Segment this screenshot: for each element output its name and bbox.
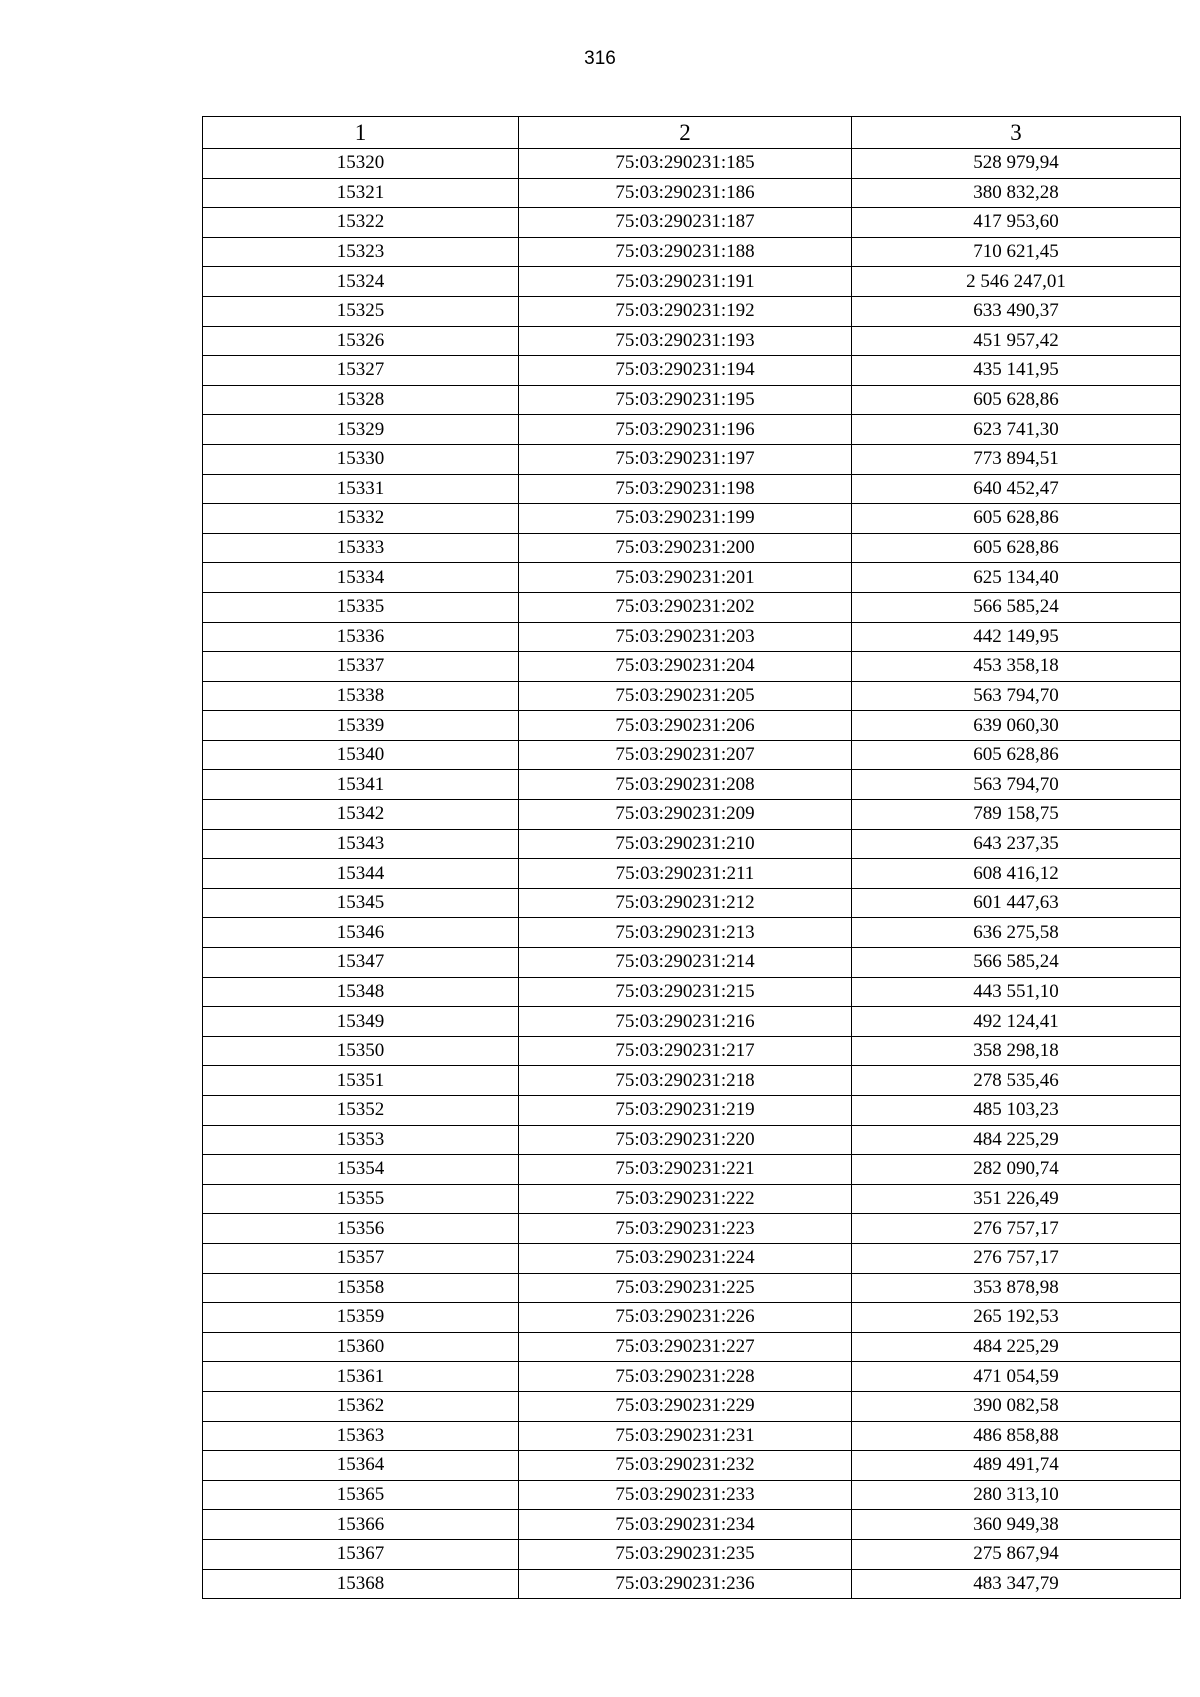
header-row xyxy=(203,117,1181,149)
value-cell: 278 535,46 xyxy=(852,1066,1181,1096)
table-row xyxy=(203,1391,1181,1421)
cadastral-number-cell: 75:03:290231:221 xyxy=(519,1155,852,1185)
row-number-cell: 15339 xyxy=(203,711,519,741)
row-number-cell: 15330 xyxy=(203,444,519,474)
row-number-cell: 15365 xyxy=(203,1480,519,1510)
table-row xyxy=(203,977,1181,1007)
cadastral-number-cell: 75:03:290231:216 xyxy=(519,1007,852,1037)
value-cell: 471 054,59 xyxy=(852,1362,1181,1392)
table-row xyxy=(203,178,1181,208)
table-row xyxy=(203,652,1181,682)
row-number-cell: 15352 xyxy=(203,1096,519,1126)
column-header-2: 2 xyxy=(519,117,852,149)
value-cell: 710 621,45 xyxy=(852,237,1181,267)
cadastral-number-cell: 75:03:290231:186 xyxy=(519,178,852,208)
column-header-3: 3 xyxy=(852,117,1181,149)
row-number-cell: 15362 xyxy=(203,1391,519,1421)
cadastral-number-cell: 75:03:290231:231 xyxy=(519,1421,852,1451)
table-row xyxy=(203,1332,1181,1362)
cadastral-number-cell: 75:03:290231:222 xyxy=(519,1184,852,1214)
row-number-cell: 15341 xyxy=(203,770,519,800)
row-number-cell: 15331 xyxy=(203,474,519,504)
row-number-cell: 15353 xyxy=(203,1125,519,1155)
value-cell: 353 878,98 xyxy=(852,1273,1181,1303)
cadastral-number-cell: 75:03:290231:227 xyxy=(519,1332,852,1362)
table-row xyxy=(203,681,1181,711)
table-row xyxy=(203,1480,1181,1510)
row-number-cell: 15323 xyxy=(203,237,519,267)
value-cell: 484 225,29 xyxy=(852,1332,1181,1362)
value-cell: 443 551,10 xyxy=(852,977,1181,1007)
row-number-cell: 15346 xyxy=(203,918,519,948)
table-row xyxy=(203,1421,1181,1451)
table-row xyxy=(203,1273,1181,1303)
value-cell: 608 416,12 xyxy=(852,859,1181,889)
row-number-cell: 15338 xyxy=(203,681,519,711)
table-row xyxy=(203,622,1181,652)
cadastral-number-cell: 75:03:290231:211 xyxy=(519,859,852,889)
table-row xyxy=(203,1007,1181,1037)
table-row xyxy=(203,1066,1181,1096)
value-cell: 563 794,70 xyxy=(852,681,1181,711)
row-number-cell: 15351 xyxy=(203,1066,519,1096)
table-row xyxy=(203,1036,1181,1066)
table-row xyxy=(203,237,1181,267)
value-cell: 276 757,17 xyxy=(852,1243,1181,1273)
row-number-cell: 15332 xyxy=(203,504,519,534)
data-table xyxy=(202,116,1181,1599)
row-number-cell: 15345 xyxy=(203,888,519,918)
value-cell: 605 628,86 xyxy=(852,533,1181,563)
value-cell: 643 237,35 xyxy=(852,829,1181,859)
table-row xyxy=(203,444,1181,474)
row-number-cell: 15324 xyxy=(203,267,519,297)
value-cell: 275 867,94 xyxy=(852,1539,1181,1569)
row-number-cell: 15349 xyxy=(203,1007,519,1037)
cadastral-number-cell: 75:03:290231:219 xyxy=(519,1096,852,1126)
value-cell: 453 358,18 xyxy=(852,652,1181,682)
row-number-cell: 15360 xyxy=(203,1332,519,1362)
cadastral-number-cell: 75:03:290231:199 xyxy=(519,504,852,534)
table-row xyxy=(203,918,1181,948)
value-cell: 358 298,18 xyxy=(852,1036,1181,1066)
cadastral-number-cell: 75:03:290231:194 xyxy=(519,356,852,386)
value-cell: 605 628,86 xyxy=(852,740,1181,770)
cadastral-number-cell: 75:03:290231:202 xyxy=(519,592,852,622)
table-row xyxy=(203,563,1181,593)
value-cell: 380 832,28 xyxy=(852,178,1181,208)
value-cell: 360 949,38 xyxy=(852,1510,1181,1540)
cadastral-number-cell: 75:03:290231:188 xyxy=(519,237,852,267)
value-cell: 486 858,88 xyxy=(852,1421,1181,1451)
table-row xyxy=(203,800,1181,830)
row-number-cell: 15333 xyxy=(203,533,519,563)
cadastral-number-cell: 75:03:290231:213 xyxy=(519,918,852,948)
value-cell: 623 741,30 xyxy=(852,415,1181,445)
value-cell: 485 103,23 xyxy=(852,1096,1181,1126)
row-number-cell: 15321 xyxy=(203,178,519,208)
table-row xyxy=(203,208,1181,238)
value-cell: 265 192,53 xyxy=(852,1303,1181,1333)
value-cell: 773 894,51 xyxy=(852,444,1181,474)
value-cell: 563 794,70 xyxy=(852,770,1181,800)
cadastral-number-cell: 75:03:290231:232 xyxy=(519,1451,852,1481)
value-cell: 483 347,79 xyxy=(852,1569,1181,1599)
cadastral-number-cell: 75:03:290231:235 xyxy=(519,1539,852,1569)
value-cell: 605 628,86 xyxy=(852,504,1181,534)
table-row xyxy=(203,385,1181,415)
value-cell: 417 953,60 xyxy=(852,208,1181,238)
table-row xyxy=(203,474,1181,504)
value-cell: 633 490,37 xyxy=(852,296,1181,326)
row-number-cell: 15340 xyxy=(203,740,519,770)
cadastral-number-cell: 75:03:290231:207 xyxy=(519,740,852,770)
cadastral-number-cell: 75:03:290231:229 xyxy=(519,1391,852,1421)
value-cell: 789 158,75 xyxy=(852,800,1181,830)
table-row xyxy=(203,829,1181,859)
cadastral-number-cell: 75:03:290231:220 xyxy=(519,1125,852,1155)
table-row xyxy=(203,1096,1181,1126)
table-row xyxy=(203,267,1181,297)
table-row xyxy=(203,740,1181,770)
table-row xyxy=(203,1510,1181,1540)
cadastral-number-cell: 75:03:290231:215 xyxy=(519,977,852,1007)
value-cell: 2 546 247,01 xyxy=(852,267,1181,297)
table-row xyxy=(203,1362,1181,1392)
cadastral-number-cell: 75:03:290231:205 xyxy=(519,681,852,711)
row-number-cell: 15363 xyxy=(203,1421,519,1451)
cadastral-number-cell: 75:03:290231:217 xyxy=(519,1036,852,1066)
cadastral-number-cell: 75:03:290231:203 xyxy=(519,622,852,652)
table-row xyxy=(203,1125,1181,1155)
table-row xyxy=(203,533,1181,563)
value-cell: 640 452,47 xyxy=(852,474,1181,504)
row-number-cell: 15329 xyxy=(203,415,519,445)
cadastral-number-cell: 75:03:290231:196 xyxy=(519,415,852,445)
cadastral-number-cell: 75:03:290231:236 xyxy=(519,1569,852,1599)
row-number-cell: 15358 xyxy=(203,1273,519,1303)
row-number-cell: 15335 xyxy=(203,592,519,622)
table-row xyxy=(203,948,1181,978)
row-number-cell: 15334 xyxy=(203,563,519,593)
row-number-cell: 15361 xyxy=(203,1362,519,1392)
value-cell: 492 124,41 xyxy=(852,1007,1181,1037)
row-number-cell: 15326 xyxy=(203,326,519,356)
cadastral-number-cell: 75:03:290231:195 xyxy=(519,385,852,415)
table-row xyxy=(203,415,1181,445)
table-row xyxy=(203,1539,1181,1569)
table-row xyxy=(203,1451,1181,1481)
row-number-cell: 15367 xyxy=(203,1539,519,1569)
row-number-cell: 15356 xyxy=(203,1214,519,1244)
page-number: 316 xyxy=(584,48,616,69)
cadastral-number-cell: 75:03:290231:214 xyxy=(519,948,852,978)
row-number-cell: 15337 xyxy=(203,652,519,682)
value-cell: 451 957,42 xyxy=(852,326,1181,356)
cadastral-number-cell: 75:03:290231:228 xyxy=(519,1362,852,1392)
table-row xyxy=(203,296,1181,326)
cadastral-number-cell: 75:03:290231:224 xyxy=(519,1243,852,1273)
cadastral-number-cell: 75:03:290231:225 xyxy=(519,1273,852,1303)
row-number-cell: 15344 xyxy=(203,859,519,889)
value-cell: 566 585,24 xyxy=(852,948,1181,978)
row-number-cell: 15322 xyxy=(203,208,519,238)
cadastral-number-cell: 75:03:290231:193 xyxy=(519,326,852,356)
cadastral-number-cell: 75:03:290231:223 xyxy=(519,1214,852,1244)
value-cell: 282 090,74 xyxy=(852,1155,1181,1185)
row-number-cell: 15366 xyxy=(203,1510,519,1540)
cadastral-number-cell: 75:03:290231:218 xyxy=(519,1066,852,1096)
value-cell: 276 757,17 xyxy=(852,1214,1181,1244)
value-cell: 605 628,86 xyxy=(852,385,1181,415)
cadastral-number-cell: 75:03:290231:197 xyxy=(519,444,852,474)
value-cell: 625 134,40 xyxy=(852,563,1181,593)
cadastral-number-cell: 75:03:290231:209 xyxy=(519,800,852,830)
value-cell: 566 585,24 xyxy=(852,592,1181,622)
value-cell: 489 491,74 xyxy=(852,1451,1181,1481)
cadastral-number-cell: 75:03:290231:208 xyxy=(519,770,852,800)
value-cell: 639 060,30 xyxy=(852,711,1181,741)
cadastral-number-cell: 75:03:290231:198 xyxy=(519,474,852,504)
row-number-cell: 15347 xyxy=(203,948,519,978)
value-cell: 636 275,58 xyxy=(852,918,1181,948)
table-body xyxy=(203,149,1181,1599)
table-row xyxy=(203,1569,1181,1599)
row-number-cell: 15364 xyxy=(203,1451,519,1481)
row-number-cell: 15350 xyxy=(203,1036,519,1066)
cadastral-number-cell: 75:03:290231:187 xyxy=(519,208,852,238)
cadastral-number-cell: 75:03:290231:233 xyxy=(519,1480,852,1510)
row-number-cell: 15328 xyxy=(203,385,519,415)
table-row xyxy=(203,770,1181,800)
cadastral-number-cell: 75:03:290231:210 xyxy=(519,829,852,859)
table-row xyxy=(203,149,1181,179)
cadastral-number-cell: 75:03:290231:200 xyxy=(519,533,852,563)
table-row xyxy=(203,1214,1181,1244)
table-row xyxy=(203,326,1181,356)
table-row xyxy=(203,711,1181,741)
table-row xyxy=(203,1184,1181,1214)
cadastral-number-cell: 75:03:290231:191 xyxy=(519,267,852,297)
cadastral-number-cell: 75:03:290231:185 xyxy=(519,149,852,179)
row-number-cell: 15327 xyxy=(203,356,519,386)
table-header xyxy=(203,117,1181,149)
cadastral-number-cell: 75:03:290231:234 xyxy=(519,1510,852,1540)
row-number-cell: 15325 xyxy=(203,296,519,326)
row-number-cell: 15359 xyxy=(203,1303,519,1333)
cadastral-number-cell: 75:03:290231:226 xyxy=(519,1303,852,1333)
cadastral-number-cell: 75:03:290231:206 xyxy=(519,711,852,741)
table-row xyxy=(203,592,1181,622)
row-number-cell: 15368 xyxy=(203,1569,519,1599)
value-cell: 435 141,95 xyxy=(852,356,1181,386)
row-number-cell: 15342 xyxy=(203,800,519,830)
row-number-cell: 15355 xyxy=(203,1184,519,1214)
table-row xyxy=(203,1303,1181,1333)
table-row xyxy=(203,356,1181,386)
table-row xyxy=(203,859,1181,889)
row-number-cell: 15357 xyxy=(203,1243,519,1273)
value-cell: 442 149,95 xyxy=(852,622,1181,652)
table-row xyxy=(203,1243,1181,1273)
row-number-cell: 15343 xyxy=(203,829,519,859)
table-row xyxy=(203,888,1181,918)
row-number-cell: 15354 xyxy=(203,1155,519,1185)
cadastral-number-cell: 75:03:290231:212 xyxy=(519,888,852,918)
table-row xyxy=(203,504,1181,534)
value-cell: 528 979,94 xyxy=(852,149,1181,179)
value-cell: 280 313,10 xyxy=(852,1480,1181,1510)
column-header-1: 1 xyxy=(203,117,519,149)
row-number-cell: 15336 xyxy=(203,622,519,652)
value-cell: 351 226,49 xyxy=(852,1184,1181,1214)
table-row xyxy=(203,1155,1181,1185)
cadastral-number-cell: 75:03:290231:192 xyxy=(519,296,852,326)
cadastral-number-cell: 75:03:290231:201 xyxy=(519,563,852,593)
cadastral-number-cell: 75:03:290231:204 xyxy=(519,652,852,682)
row-number-cell: 15348 xyxy=(203,977,519,1007)
row-number-cell: 15320 xyxy=(203,149,519,179)
value-cell: 390 082,58 xyxy=(852,1391,1181,1421)
value-cell: 484 225,29 xyxy=(852,1125,1181,1155)
value-cell: 601 447,63 xyxy=(852,888,1181,918)
